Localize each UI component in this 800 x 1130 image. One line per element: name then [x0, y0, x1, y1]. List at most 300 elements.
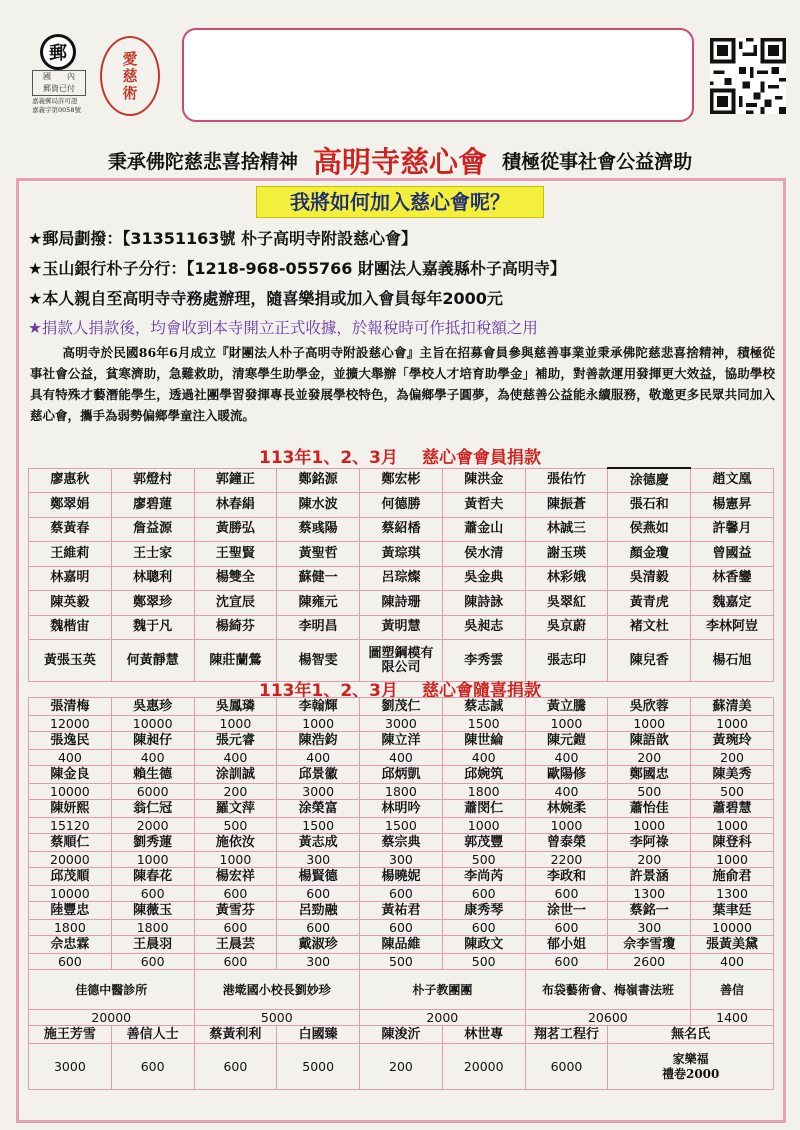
donor-name-cell: 林婉柔 [525, 800, 608, 818]
member-name-cell: 蔡紹楿 [360, 517, 443, 542]
table-row [29, 954, 774, 970]
donation-amount-cell: 1000 [525, 716, 608, 732]
donation-amount-cell: 10000 [29, 886, 112, 902]
donor-name-cell: 林世專 [442, 1026, 525, 1044]
donation-amount-cell: 400 [691, 954, 774, 970]
table-row [29, 1044, 774, 1090]
donor-name-cell: 白國臻 [277, 1026, 360, 1044]
donation-amount-cell: 1000 [691, 716, 774, 732]
donation-amount-cell: 2600 [608, 954, 691, 970]
member-name-cell: 王聖賢 [194, 542, 277, 567]
member-name-cell: 侯水清 [442, 542, 525, 567]
member-name-cell: 趙文凰 [691, 468, 774, 493]
donor-name-cell: 張黃美黛 [691, 936, 774, 954]
donor-name-cell: 李阿祿 [608, 834, 691, 852]
donor-name-cell: 黃雪芬 [194, 902, 277, 920]
donor-name-cell: 陳元鎧 [525, 732, 608, 750]
donor-name-cell: 許景涵 [608, 868, 691, 886]
member-name-cell: 陳詩珊 [360, 591, 443, 616]
table-row [29, 920, 774, 936]
donor-name-cell: 黃立騰 [525, 698, 608, 716]
donor-name-cell: 黃志成 [277, 834, 360, 852]
postage-permit-note [32, 97, 112, 115]
donor-name-cell: 賴生德 [111, 766, 194, 784]
donation-amount-cell: 20600 [525, 1010, 691, 1026]
donation-amount-cell: 600 [111, 886, 194, 902]
table-row [29, 493, 774, 518]
member-name-cell: 鄭宏彬 [360, 468, 443, 493]
donor-name-cell: 施依汝 [194, 834, 277, 852]
member-name-cell: 張石和 [608, 493, 691, 518]
member-name-cell: 李林阿豈 [691, 615, 774, 640]
member-name-cell: 陳英毅 [29, 591, 112, 616]
donor-name-cell: 李翰輝 [277, 698, 360, 716]
donor-name-cell: 翔茗工程行 [525, 1026, 608, 1044]
org-donor-name-cell: 朴子教團團 [360, 970, 526, 1010]
donation-amount-cell: 600 [111, 954, 194, 970]
donor-name-cell: 陳登科 [691, 834, 774, 852]
donation-amount-cell: 1300 [691, 886, 774, 902]
donation-amount-cell: 600 [194, 954, 277, 970]
table-row [29, 566, 774, 591]
table-row [29, 852, 774, 868]
donor-name-cell: 陳語歆 [608, 732, 691, 750]
donor-name-cell: 黃祐君 [360, 902, 443, 920]
member-name-cell: 郭燈村 [111, 468, 194, 493]
donation-amount-cell: 600 [360, 886, 443, 902]
member-name-cell: 陳詩詠 [442, 591, 525, 616]
member-name-cell: 陳振蒼 [525, 493, 608, 518]
member-name-cell: 吳翠紅 [525, 591, 608, 616]
donor-name-cell: 楊賢德 [277, 868, 360, 886]
donor-name-cell: 王晨芸 [194, 936, 277, 954]
donor-name-cell: 佘忠霖 [29, 936, 112, 954]
postage-line-2: 郵資已付 [43, 84, 75, 93]
donation-amount-cell: 1000 [691, 818, 774, 834]
donation-amount-cell: 15120 [29, 818, 112, 834]
donation-amount-cell: 1000 [691, 852, 774, 868]
donor-name-cell: 邱炳凱 [360, 766, 443, 784]
gift-voucher-store: 家樂福 [672, 1051, 709, 1066]
member-name-cell: 廖碧蓮 [111, 493, 194, 518]
donor-name-cell: 楊宏祥 [194, 868, 277, 886]
donor-name-cell: 張清梅 [29, 698, 112, 716]
donation-amount-cell: 200 [691, 750, 774, 766]
member-name-cell: 林香鑾 [691, 566, 774, 591]
donor-name-cell: 郁小姐 [525, 936, 608, 954]
table-row [29, 591, 774, 616]
member-name-cell: 何德勝 [360, 493, 443, 518]
member-name-cell: 何黃靜慧 [111, 640, 194, 682]
donor-name-cell: 無名氏 [608, 1026, 774, 1044]
donor-name-cell: 陳春花 [111, 868, 194, 886]
postal-logo-icon: 郵 [40, 34, 76, 70]
donation-amount-cell: 1000 [608, 818, 691, 834]
member-name-cell: 黃青虎 [608, 591, 691, 616]
member-name-cell: 蔡黃春 [29, 517, 112, 542]
member-name-cell: 陳洪金 [442, 468, 525, 493]
donation-amount-cell: 500 [360, 954, 443, 970]
table-row [29, 868, 774, 886]
donation-amount-cell: 600 [360, 920, 443, 936]
donation-amount-cell: 20000 [29, 1010, 195, 1026]
table-row [29, 517, 774, 542]
donor-name-cell: 蔡宗典 [360, 834, 443, 852]
qr-code-icon [710, 38, 786, 114]
donations-section-label: 慈心會隨喜捐款 [421, 681, 541, 701]
table-row [29, 784, 774, 800]
table-row [29, 800, 774, 818]
member-name-cell: 黃琮琪 [360, 542, 443, 567]
donation-amount-cell: 6000 [111, 784, 194, 800]
member-name-cell: 王維莉 [29, 542, 112, 567]
donor-name-cell: 康秀琴 [442, 902, 525, 920]
member-name-cell: 李秀雲 [442, 640, 525, 682]
donor-name-cell: 林明吟 [360, 800, 443, 818]
donation-amount-cell: 200 [360, 1044, 443, 1090]
donation-amount-cell: 400 [442, 750, 525, 766]
donation-amount-cell: 1000 [277, 716, 360, 732]
table-row [29, 1026, 774, 1044]
donor-name-cell: 劉茂仁 [360, 698, 443, 716]
member-name-cell: 侯燕如 [608, 517, 691, 542]
donation-amount-cell: 300 [277, 954, 360, 970]
gift-voucher-amount: 禮卷2000 [661, 1066, 720, 1081]
donation-amount-cell: 1000 [194, 852, 277, 868]
member-name-cell: 呂琮燦 [360, 566, 443, 591]
donation-amount-cell: 200 [194, 784, 277, 800]
member-name-cell: 林春絹 [194, 493, 277, 518]
donor-name-cell: 吳欣蓉 [608, 698, 691, 716]
member-name-cell: 楊石旭 [691, 640, 774, 682]
member-name-cell: 蔡彧陽 [277, 517, 360, 542]
donor-name-cell: 李政和 [525, 868, 608, 886]
member-name-cell: 張志印 [525, 640, 608, 682]
donation-amount-cell: 1800 [442, 784, 525, 800]
members-section-label: 慈心會會員捐款 [421, 448, 541, 468]
donor-name-cell: 涂世一 [525, 902, 608, 920]
donation-amount-cell: 1800 [111, 920, 194, 936]
donor-name-cell: 曾泰榮 [525, 834, 608, 852]
member-name-cell: 陳兒香 [608, 640, 691, 682]
table-row [29, 834, 774, 852]
member-name-cell: 黃明慧 [360, 615, 443, 640]
member-name-cell: 陳雍元 [277, 591, 360, 616]
member-name-cell: 蘇健一 [277, 566, 360, 591]
donor-name-cell: 劉秀蓮 [111, 834, 194, 852]
donation-amount-cell: 400 [277, 750, 360, 766]
donation-amount-cell: 600 [277, 920, 360, 936]
donation-amount-cell: 400 [525, 750, 608, 766]
member-name-cell: 鄭銘源 [277, 468, 360, 493]
member-name-cell: 陳莊蘭鶯 [194, 640, 277, 682]
headline-main: 高明寺慈心會 [312, 145, 487, 179]
donation-amount-cell: 5000 [194, 1010, 360, 1026]
donor-name-cell: 葉聿廷 [691, 902, 774, 920]
donor-name-cell: 張逸民 [29, 732, 112, 750]
donor-name-cell: 陳立洋 [360, 732, 443, 750]
postage-paid-box [32, 70, 86, 96]
donor-name-cell: 翁仁冠 [111, 800, 194, 818]
member-name-cell: 楊雙全 [194, 566, 277, 591]
table-row [29, 716, 774, 732]
member-name-cell: 沈宣辰 [194, 591, 277, 616]
donation-amount-cell: 1800 [360, 784, 443, 800]
table-row [29, 1010, 774, 1026]
donation-amount-cell: 600 [194, 920, 277, 936]
donor-name-cell: 善信人士 [111, 1026, 194, 1044]
donation-amount-cell: 1000 [608, 716, 691, 732]
address-box [182, 28, 694, 122]
donation-amount-cell: 600 [525, 920, 608, 936]
member-name-cell: 鄭翠娟 [29, 493, 112, 518]
donation-amount-cell: 20000 [442, 1044, 525, 1090]
donation-amount-cell: 1000 [194, 716, 277, 732]
member-name-cell: 黃哲夫 [442, 493, 525, 518]
donor-name-cell: 邱景徽 [277, 766, 360, 784]
permit-line-1: 嘉義郵局許可證 [32, 97, 78, 105]
donor-name-cell: 陳妍熙 [29, 800, 112, 818]
donor-name-cell: 呂勁融 [277, 902, 360, 920]
table-row [29, 698, 774, 716]
intro-paragraph: 高明寺於民國86年6月成立『財團法人朴子高明寺附設慈心會』主旨在招募會員參與慈善事業並秉承佛陀慈悲喜捨精神，積極從事社會公益，貧寒濟助，急難救助，清寒學生助學金，並擴大舉辦「學校人才培育助學金」補助，對善款運用發揮更大效益，協助學校具有特殊才藝潛能學生，透過社團學習發揮專長並發展學校特色，為偏鄉學子圓夢，為使慈善公益能永續服務，敬邀更多民眾共同加入慈心會，攜手為弱勢偏鄉學童注入暖流。 [30, 345, 775, 423]
donation-amount-cell: 2000 [111, 818, 194, 834]
donor-name-cell: 陳浩鈞 [277, 732, 360, 750]
donation-amount-cell: 500 [442, 954, 525, 970]
donation-amount-cell: 20000 [29, 852, 112, 868]
org-donor-name-cell: 港墘國小校長劉妙珍 [194, 970, 360, 1010]
bullet-bank-account: ★玉山銀行朴子分行：【1218-968-055766 財團法人嘉義縣朴子高明寺】 [28, 259, 566, 278]
donor-name-cell: 歐陽修 [525, 766, 608, 784]
member-name-cell: 涂德慶 [608, 468, 691, 493]
donor-name-cell: 陳品維 [360, 936, 443, 954]
postage-paid-stamp [18, 34, 104, 118]
donor-name-cell: 吳鳳璘 [194, 698, 277, 716]
org-donor-name-cell: 善信 [691, 970, 774, 1010]
donor-name-cell: 吳惠珍 [111, 698, 194, 716]
donation-amount-cell: 1800 [29, 920, 112, 936]
headline-left: 秉承佛陀慈悲喜捨精神 [107, 151, 298, 173]
donor-name-cell: 鄭國忠 [608, 766, 691, 784]
table-row [29, 936, 774, 954]
donor-name-cell: 陳浚沂 [360, 1026, 443, 1044]
donation-amount-cell: 1500 [277, 818, 360, 834]
donor-name-cell: 邱茂順 [29, 868, 112, 886]
member-name-cell: 許馨月 [691, 517, 774, 542]
donation-amount-cell: 6000 [525, 1044, 608, 1090]
gift-voucher-cell [608, 1044, 774, 1090]
donation-amount-cell: 200 [608, 852, 691, 868]
member-name-cell: 謝玉瑛 [525, 542, 608, 567]
donor-name-cell: 蔡順仁 [29, 834, 112, 852]
donor-name-cell: 楊曉妮 [360, 868, 443, 886]
donation-amount-cell: 600 [29, 954, 112, 970]
bullet-receipt-note: ★捐款人捐款後，均會收到本寺開立正式收據，於報稅時可作抵扣稅額之用 [28, 319, 538, 337]
member-name-cell: 楊憲昇 [691, 493, 774, 518]
postage-line-1: 國 內 [43, 72, 75, 81]
donation-amount-cell: 400 [111, 750, 194, 766]
member-name-cell: 林嘉明 [29, 566, 112, 591]
member-name-cell: 褚文杜 [608, 615, 691, 640]
donor-name-cell: 邱婉筑 [442, 766, 525, 784]
donation-amount-cell: 1400 [691, 1010, 774, 1026]
temple-seal-logo [100, 36, 160, 116]
member-name-cell: 蕭金山 [442, 517, 525, 542]
donor-name-cell: 陳政文 [442, 936, 525, 954]
member-name-cell: 吳昶志 [442, 615, 525, 640]
member-name-cell: 魏嘉定 [691, 591, 774, 616]
donor-name-cell: 蕭碧慧 [691, 800, 774, 818]
donation-amount-cell: 400 [525, 784, 608, 800]
donation-amount-cell: 1500 [360, 818, 443, 834]
table-row [29, 902, 774, 920]
donation-amount-cell: 500 [691, 784, 774, 800]
table-row [29, 818, 774, 834]
donation-amount-cell: 400 [360, 750, 443, 766]
member-name-cell: 李明昌 [277, 615, 360, 640]
donation-amount-cell: 200 [608, 750, 691, 766]
donor-name-cell: 蕭怡佳 [608, 800, 691, 818]
member-name-cell: 郭鐘正 [194, 468, 277, 493]
member-name-cell: 廖惠秋 [29, 468, 112, 493]
donor-name-cell: 佘李雪瓊 [608, 936, 691, 954]
donation-amount-cell: 600 [442, 920, 525, 936]
member-name-cell: 黃勝弘 [194, 517, 277, 542]
donations-table [28, 697, 774, 1090]
donation-amount-cell: 12000 [29, 716, 112, 732]
member-name-cell: 張佑竹 [525, 468, 608, 493]
table-row [29, 750, 774, 766]
headline-right: 積極從事社會公益濟助 [502, 151, 693, 173]
member-name-cell: 鄭翠珍 [111, 591, 194, 616]
seal-text: 愛慈術 [120, 50, 139, 102]
bullet-in-person: ★本人親自至高明寺寺務處辦理，隨喜樂捐或加入會員每年2000元 [28, 289, 503, 308]
how-to-join-heading: 我將如何加入慈心會呢？ [256, 186, 544, 218]
table-row [29, 468, 774, 493]
donation-amount-cell: 600 [525, 886, 608, 902]
table-row [29, 732, 774, 750]
donor-name-cell: 陳金良 [29, 766, 112, 784]
donor-name-cell: 涂訓誠 [194, 766, 277, 784]
members-section-title [0, 443, 800, 468]
donor-name-cell: 蔡銘一 [608, 902, 691, 920]
donor-name-cell: 王晨羽 [111, 936, 194, 954]
member-name-cell: 楊綺芬 [194, 615, 277, 640]
member-name-cell: 林誠三 [525, 517, 608, 542]
member-name-cell: 林聰利 [111, 566, 194, 591]
donor-name-cell: 陳世綸 [442, 732, 525, 750]
donor-name-cell: 蔡黃利利 [194, 1026, 277, 1044]
members-section-date: 113年1、2、3月 [259, 448, 398, 468]
donor-name-cell: 羅文萍 [194, 800, 277, 818]
member-name-cell: 楊智雯 [277, 640, 360, 682]
member-name-cell: 吳京蔚 [525, 615, 608, 640]
donor-name-cell: 涂榮富 [277, 800, 360, 818]
donor-name-cell: 郭茂豐 [442, 834, 525, 852]
table-row [29, 886, 774, 902]
member-name-cell: 詹益源 [111, 517, 194, 542]
donation-amount-cell: 1000 [442, 818, 525, 834]
donation-amount-cell: 600 [111, 1044, 194, 1090]
donation-amount-cell: 10000 [111, 716, 194, 732]
member-name-cell: 顏金瓊 [608, 542, 691, 567]
donation-amount-cell: 600 [442, 886, 525, 902]
donation-amount-cell: 2000 [360, 1010, 526, 1026]
headline [0, 140, 800, 181]
org-donor-name-cell: 佳德中醫診所 [29, 970, 195, 1010]
member-name-cell: 黃聖哲 [277, 542, 360, 567]
member-name-cell: 魏楷宙 [29, 615, 112, 640]
member-name-cell: 曾國益 [691, 542, 774, 567]
donation-amount-cell: 500 [194, 818, 277, 834]
donor-name-cell: 蘇清美 [691, 698, 774, 716]
bullet-postal-transfer: ★郵局劃撥：【31351163號 朴子高明寺附設慈心會】 [28, 229, 417, 248]
donation-amount-cell: 1500 [442, 716, 525, 732]
donor-name-cell: 張元睿 [194, 732, 277, 750]
member-name-cell: 陳水波 [277, 493, 360, 518]
donation-amount-cell: 3000 [29, 1044, 112, 1090]
donation-amount-cell: 5000 [277, 1044, 360, 1090]
donor-name-cell: 蔡志誠 [442, 698, 525, 716]
table-row [29, 542, 774, 567]
member-name-cell: 圖塑鋼模有限公司 [360, 640, 443, 682]
member-name-cell: 林彩娥 [525, 566, 608, 591]
member-name-cell: 魏于凡 [111, 615, 194, 640]
member-name-cell: 吳清毅 [608, 566, 691, 591]
donation-amount-cell: 2200 [525, 852, 608, 868]
donation-amount-cell: 300 [608, 920, 691, 936]
donation-amount-cell: 1000 [525, 818, 608, 834]
donation-amount-cell: 500 [442, 852, 525, 868]
donation-amount-cell: 300 [277, 852, 360, 868]
donation-amount-cell: 1300 [608, 886, 691, 902]
donation-amount-cell: 400 [194, 750, 277, 766]
donation-amount-cell: 500 [608, 784, 691, 800]
donor-name-cell: 蕭閔仁 [442, 800, 525, 818]
donation-amount-cell: 3000 [277, 784, 360, 800]
donor-name-cell: 施俞君 [691, 868, 774, 886]
donations-section-date: 113年1、2、3月 [259, 681, 398, 701]
table-row [29, 766, 774, 784]
donor-name-cell: 陸豐忠 [29, 902, 112, 920]
donation-amount-cell: 600 [525, 954, 608, 970]
donation-amount-cell: 10000 [29, 784, 112, 800]
donation-amount-cell: 10000 [691, 920, 774, 936]
table-row [29, 970, 774, 1010]
org-donor-name-cell: 布袋藝術會、梅嶺書法班 [525, 970, 691, 1010]
donor-name-cell: 陳昶仔 [111, 732, 194, 750]
donation-amount-cell: 1000 [111, 852, 194, 868]
table-row [29, 615, 774, 640]
donor-name-cell: 施王芳雪 [29, 1026, 112, 1044]
donor-name-cell: 李尚芮 [442, 868, 525, 886]
donation-amount-cell: 600 [194, 1044, 277, 1090]
donor-name-cell: 陳美秀 [691, 766, 774, 784]
member-name-cell: 王士家 [111, 542, 194, 567]
donor-name-cell: 陳薇玉 [111, 902, 194, 920]
donation-amount-cell: 600 [277, 886, 360, 902]
donation-amount-cell: 600 [194, 886, 277, 902]
donor-name-cell: 黃琬玲 [691, 732, 774, 750]
member-name-cell: 黃張玉英 [29, 640, 112, 682]
member-name-cell: 吳金典 [442, 566, 525, 591]
donation-amount-cell: 3000 [360, 716, 443, 732]
donation-amount-cell: 400 [29, 750, 112, 766]
members-table [28, 467, 774, 682]
permit-line-2: 嘉義字第0058號 [32, 106, 82, 114]
donor-name-cell: 戴淑珍 [277, 936, 360, 954]
donation-amount-cell: 300 [360, 852, 443, 868]
